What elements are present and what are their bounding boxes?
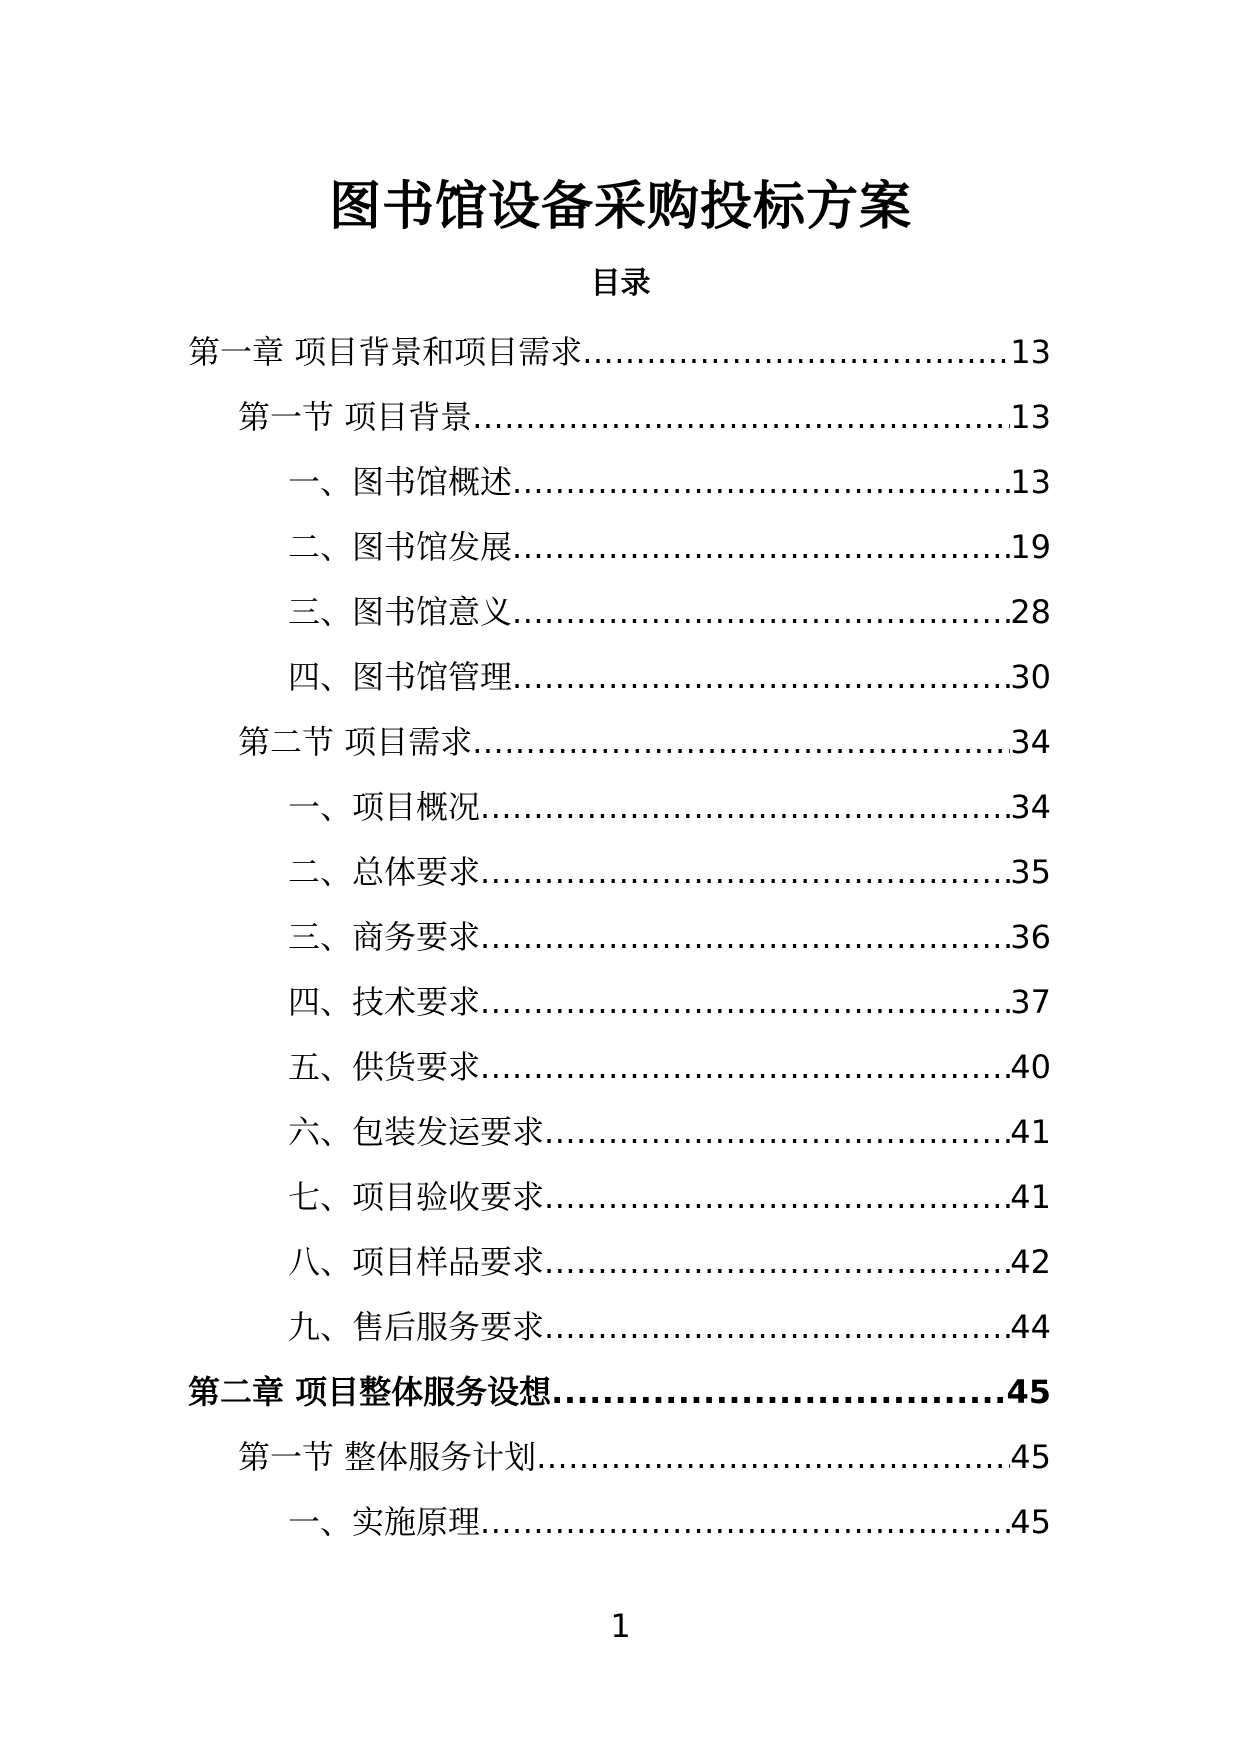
toc-entry-label[interactable]: 二、总体要求 [288,853,481,891]
toc-entry-label[interactable]: 六、包装发运要求 [288,1113,545,1151]
toc-entry-page: 36 [1010,918,1051,956]
toc-entry-chapter-2[interactable] [0,1368,1241,1433]
toc-entry-subsection[interactable] [0,523,1241,588]
toc-entry-label[interactable]: 第二节 项目需求 [238,723,473,761]
toc-entry-label[interactable]: 第二章 项目整体服务设想 [188,1373,552,1411]
toc-entry-page: 35 [1010,853,1051,891]
toc-entry-label[interactable]: 第一节 整体服务计划 [238,1438,537,1476]
toc-entry-subsection[interactable] [0,1108,1241,1173]
toc-entry-page: 45 [1010,1503,1051,1541]
toc-entry-subsection[interactable] [0,1173,1241,1238]
toc-entry-subsection[interactable] [0,1043,1241,1108]
toc-dot-leader [512,588,1010,636]
document-title: 图书馆设备采购投标方案 [328,177,912,237]
toc-dot-leader [582,328,1010,376]
toc-entry-subsection[interactable] [0,458,1241,523]
table-of-contents [0,328,1241,1563]
toc-entry-page: 34 [1010,788,1051,826]
toc-entry-subsection[interactable] [0,588,1241,653]
toc-dot-leader [512,523,1010,571]
toc-entry-label[interactable]: 四、技术要求 [288,983,481,1021]
toc-entry-page: 41 [1010,1113,1051,1151]
toc-entry-page: 42 [1010,1243,1051,1281]
toc-entry-label[interactable]: 一、图书馆概述 [288,463,513,501]
toc-entry-subsection[interactable] [0,1303,1241,1368]
toc-entry-page: 45 [1010,1438,1051,1476]
toc-entry-label[interactable]: 一、实施原理 [288,1503,481,1541]
toc-entry-page: 28 [1010,593,1051,631]
toc-dot-leader [480,978,1010,1026]
toc-entry-page: 30 [1010,658,1051,696]
toc-dot-leader [512,458,1010,506]
toc-dot-leader [480,1043,1010,1091]
toc-entry-page: 40 [1010,1048,1051,1086]
toc-dot-leader [544,1303,1010,1351]
toc-entry-page: 34 [1010,723,1051,761]
toc-dot-leader [544,1173,1010,1221]
toc-dot-leader [472,718,1010,766]
page-number: 1 [610,1607,631,1645]
toc-entry-section[interactable] [0,393,1241,458]
toc-entry-label[interactable]: 四、图书馆管理 [288,658,513,696]
toc-dot-leader [480,848,1010,896]
toc-entry-page: 45 [1006,1373,1051,1411]
toc-dot-leader [544,1108,1010,1156]
toc-entry-page: 44 [1010,1308,1051,1346]
toc-dot-leader [480,783,1010,831]
toc-entry-page: 13 [1010,398,1051,436]
toc-dot-leader [480,1498,1010,1546]
toc-entry-label[interactable]: 第一节 项目背景 [238,398,473,436]
toc-dot-leader [544,1238,1010,1286]
toc-entry-label[interactable]: 九、售后服务要求 [288,1308,545,1346]
toc-entry-subsection[interactable] [0,978,1241,1043]
toc-entry-subsection[interactable] [0,783,1241,848]
toc-entry-label[interactable]: 七、项目验收要求 [288,1178,545,1216]
toc-entry-subsection[interactable] [0,913,1241,978]
toc-dot-leader [512,653,1010,701]
toc-entry-label[interactable]: 三、商务要求 [288,918,481,956]
toc-entry-label[interactable]: 二、图书馆发展 [288,528,513,566]
toc-entry-section[interactable] [0,718,1241,783]
toc-entry-page: 13 [1010,463,1051,501]
toc-entry-subsection[interactable] [0,1498,1241,1563]
toc-entry-subsection[interactable] [0,653,1241,718]
toc-dot-leader [551,1368,1006,1416]
toc-entry-label[interactable]: 第一章 项目背景和项目需求 [188,333,583,371]
toc-entry-page: 19 [1010,528,1051,566]
toc-entry-label[interactable]: 五、供货要求 [288,1048,481,1086]
toc-heading: 目录 [590,266,651,301]
toc-entry-chapter-1[interactable] [0,328,1241,393]
toc-entry-label[interactable]: 八、项目样品要求 [288,1243,545,1281]
toc-entry-subsection[interactable] [0,848,1241,913]
toc-entry-page: 37 [1010,983,1051,1021]
toc-dot-leader [480,913,1010,961]
toc-entry-label[interactable]: 三、图书馆意义 [288,593,513,631]
toc-entry-page: 41 [1010,1178,1051,1216]
toc-entry-label[interactable]: 一、项目概况 [288,788,481,826]
toc-dot-leader [536,1433,1010,1481]
toc-entry-section[interactable] [0,1433,1241,1498]
toc-entry-page: 13 [1010,333,1051,371]
toc-entry-subsection[interactable] [0,1238,1241,1303]
toc-dot-leader [472,393,1010,441]
